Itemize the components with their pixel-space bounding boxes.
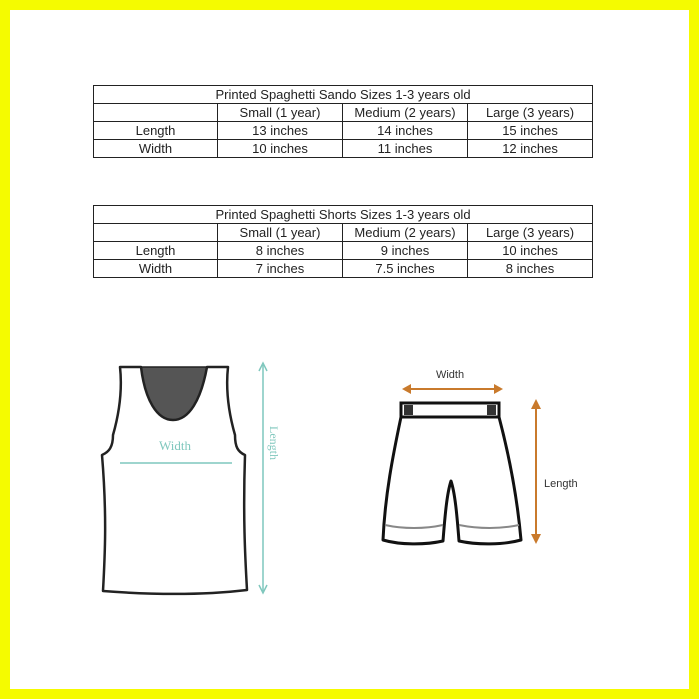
header-cell [94,104,218,122]
row-label: Width [94,260,218,278]
header-cell: Large (3 years) [468,224,593,242]
sando-width-label: Width [159,438,191,453]
table-title: Printed Spaghetti Sando Sizes 1-3 years old [94,86,593,104]
table-header-row [94,224,593,242]
table-row [94,260,593,278]
header-cell: Medium (2 years) [343,104,468,122]
table-row [94,122,593,140]
table-title-row [94,206,593,224]
table-cell: 15 inches [468,122,593,140]
table-title-row [94,86,593,104]
table-title: Printed Spaghetti Shorts Sizes 1-3 years old [94,206,593,224]
table-cell: 7 inches [218,260,343,278]
shorts-measurement-diagram [375,365,595,570]
table-cell: 10 inches [218,140,343,158]
table-cell: 8 inches [218,242,343,260]
table-header-row [94,104,593,122]
table-cell: 14 inches [343,122,468,140]
header-cell: Large (3 years) [468,104,593,122]
table-cell: 12 inches [468,140,593,158]
table-cell: 13 inches [218,122,343,140]
table-cell: 8 inches [468,260,593,278]
shorts-width-label: Width [435,369,465,381]
sando-size-table [93,85,593,158]
shorts-width-arrow-left [402,384,411,394]
shorts-body [383,417,521,544]
row-label: Width [94,140,218,158]
row-label: Length [94,242,218,260]
shorts-waistband [401,403,499,417]
shorts-length-arrow-bottom [531,534,541,544]
header-cell: Small (1 year) [218,104,343,122]
sando-length-label: Length [267,426,281,460]
row-label: Length [94,122,218,140]
table-cell: 9 inches [343,242,468,260]
shorts-width-arrow-right [494,384,503,394]
table-row [94,242,593,260]
sando-measurement-diagram [95,355,285,600]
shorts-length-label: Length [544,478,578,490]
table-row [94,140,593,158]
shorts-length-arrow-top [531,399,541,409]
table-cell: 10 inches [468,242,593,260]
table-cell: 11 inches [343,140,468,158]
header-cell: Small (1 year) [218,224,343,242]
header-cell: Medium (2 years) [343,224,468,242]
shorts-size-table [93,205,593,278]
header-cell [94,224,218,242]
table-cell: 7.5 inches [343,260,468,278]
